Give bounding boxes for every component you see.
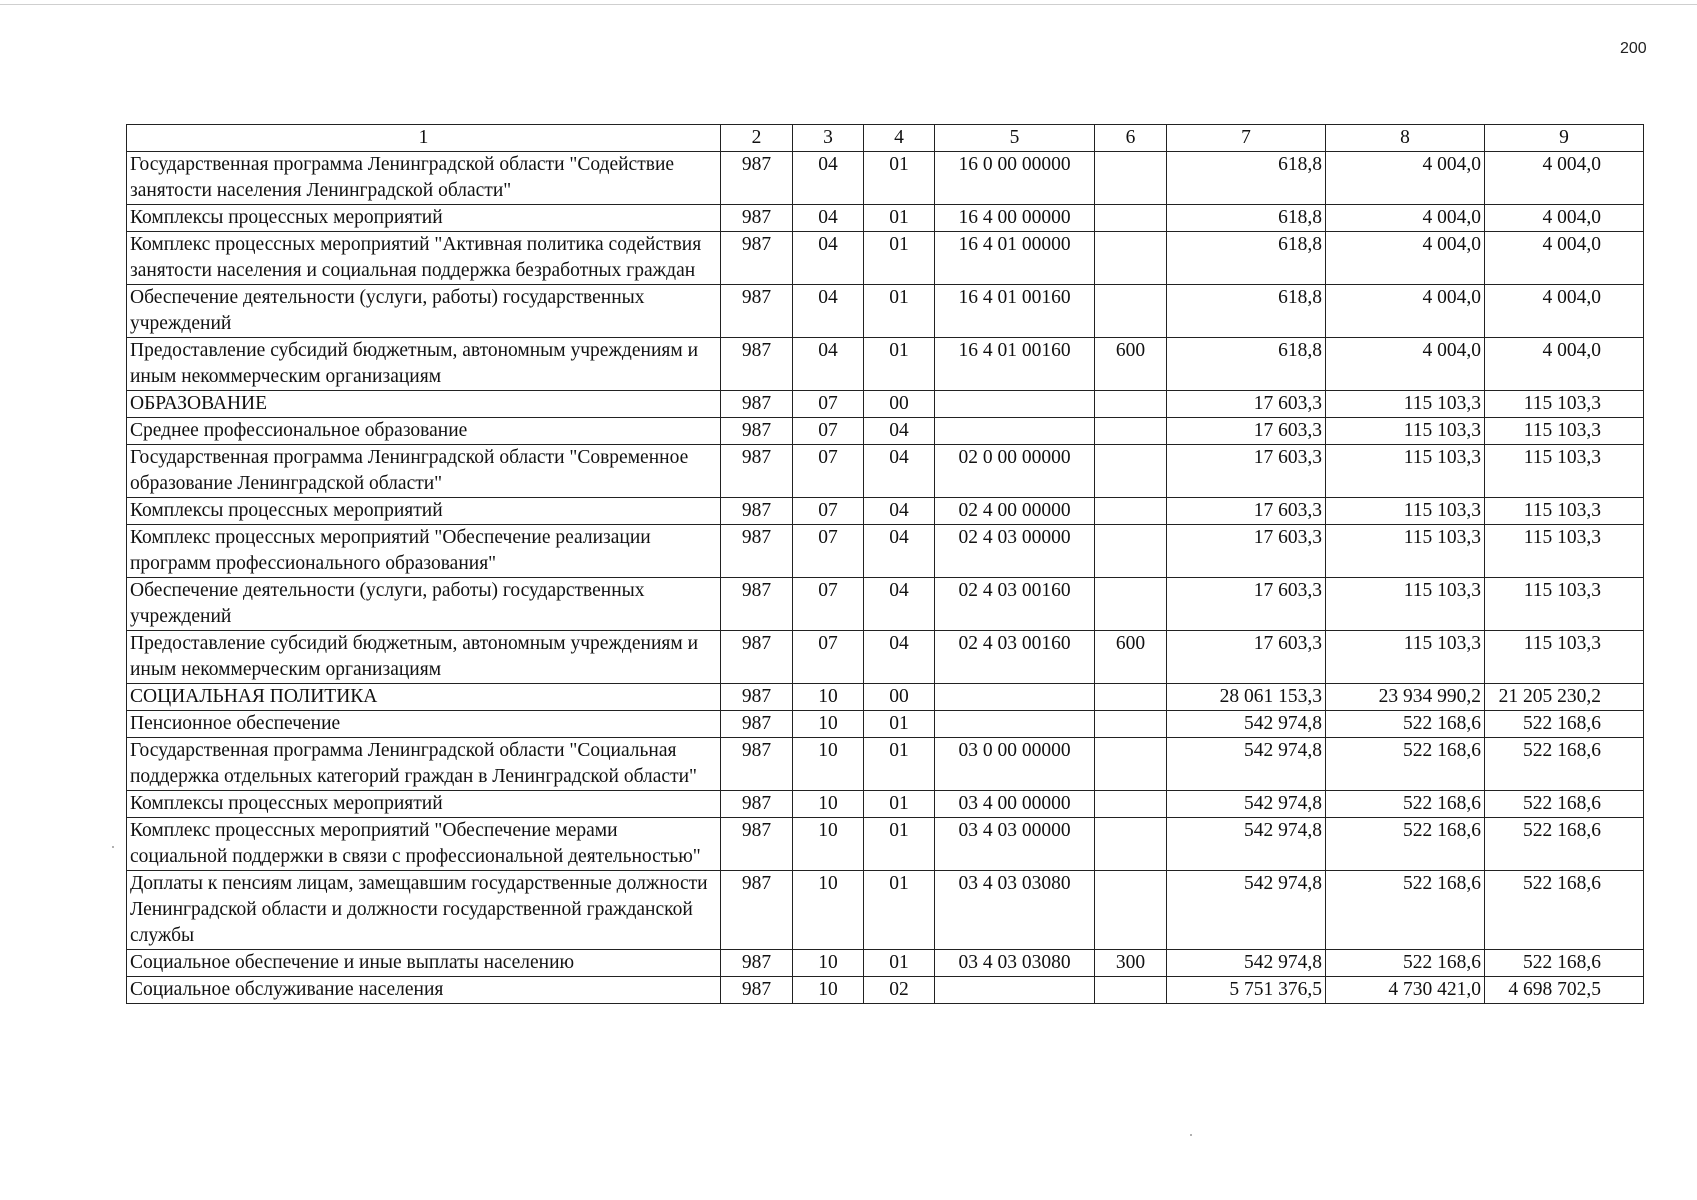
code-cell: 987 xyxy=(721,445,793,498)
row-name-cell: Среднее профессиональное образование xyxy=(127,418,721,445)
amount-cell: 115 103,3 xyxy=(1485,631,1644,684)
amount-cell: 115 103,3 xyxy=(1326,498,1485,525)
code-cell: 987 xyxy=(721,498,793,525)
expense-type-cell xyxy=(1095,498,1167,525)
amount-cell: 522 168,6 xyxy=(1326,738,1485,791)
amount-cell: 522 168,6 xyxy=(1326,711,1485,738)
table-row xyxy=(127,498,1644,525)
row-name-cell: ОБРАЗОВАНИЕ xyxy=(127,391,721,418)
amount-cell: 4 004,0 xyxy=(1485,232,1644,285)
section-cell: 04 xyxy=(793,205,864,232)
amount-cell: 542 974,8 xyxy=(1167,871,1326,950)
amount-cell: 522 168,6 xyxy=(1485,818,1644,871)
subsection-cell: 01 xyxy=(864,871,935,950)
row-name-cell: Комплекс процессных мероприятий "Обеспечение мерами социальной поддержки в связи с профессиональной деятельностью" xyxy=(127,818,721,871)
target-article-cell: 03 0 00 00000 xyxy=(935,738,1095,791)
code-cell: 987 xyxy=(721,950,793,977)
subsection-cell: 00 xyxy=(864,684,935,711)
section-cell: 10 xyxy=(793,711,864,738)
expense-type-cell xyxy=(1095,791,1167,818)
target-article-cell xyxy=(935,391,1095,418)
subsection-cell: 01 xyxy=(864,205,935,232)
expense-type-cell xyxy=(1095,445,1167,498)
row-name-cell: Комплекс процессных мероприятий "Обеспечение реализации программ профессионального образования" xyxy=(127,525,721,578)
amount-cell: 4 004,0 xyxy=(1485,285,1644,338)
expense-type-cell xyxy=(1095,977,1167,1004)
subsection-cell: 01 xyxy=(864,711,935,738)
amount-cell: 17 603,3 xyxy=(1167,445,1326,498)
amount-cell: 4 004,0 xyxy=(1326,205,1485,232)
amount-cell: 4 004,0 xyxy=(1326,285,1485,338)
amount-cell: 115 103,3 xyxy=(1326,525,1485,578)
section-cell: 10 xyxy=(793,977,864,1004)
expense-type-cell xyxy=(1095,871,1167,950)
amount-cell: 115 103,3 xyxy=(1485,445,1644,498)
row-name-cell: Предоставление субсидий бюджетным, автономным учреждениям и иным некоммерческим организациям xyxy=(127,631,721,684)
column-header: 3 xyxy=(793,125,864,152)
row-name-cell: Доплаты к пенсиям лицам, замещавшим государственные должности Ленинградской области и должности государственной гражданской службы xyxy=(127,871,721,950)
amount-cell: 115 103,3 xyxy=(1485,578,1644,631)
target-article-cell: 02 4 03 00000 xyxy=(935,525,1095,578)
amount-cell: 522 168,6 xyxy=(1326,871,1485,950)
table-row xyxy=(127,578,1644,631)
target-article-cell: 16 0 00 00000 xyxy=(935,152,1095,205)
code-cell: 987 xyxy=(721,338,793,391)
row-name-cell: Комплексы процессных мероприятий xyxy=(127,205,721,232)
row-name-cell: Государственная программа Ленинградской области "Социальная поддержка отдельных категорий граждан в Ленинградской области" xyxy=(127,738,721,791)
amount-cell: 17 603,3 xyxy=(1167,498,1326,525)
row-name-cell: Государственная программа Ленинградской области "Содействие занятости населения Ленинградской области" xyxy=(127,152,721,205)
row-name-cell: Комплексы процессных мероприятий xyxy=(127,498,721,525)
code-cell: 987 xyxy=(721,684,793,711)
code-cell: 987 xyxy=(721,232,793,285)
code-cell: 987 xyxy=(721,285,793,338)
amount-cell: 542 974,8 xyxy=(1167,950,1326,977)
table-row xyxy=(127,631,1644,684)
row-name-cell: Социальное обслуживание населения xyxy=(127,977,721,1004)
subsection-cell: 04 xyxy=(864,418,935,445)
column-header: 2 xyxy=(721,125,793,152)
amount-cell: 522 168,6 xyxy=(1485,791,1644,818)
section-cell: 10 xyxy=(793,950,864,977)
table-row xyxy=(127,338,1644,391)
target-article-cell: 03 4 00 00000 xyxy=(935,791,1095,818)
expense-type-cell: 300 xyxy=(1095,950,1167,977)
expense-type-cell xyxy=(1095,738,1167,791)
amount-cell: 522 168,6 xyxy=(1326,818,1485,871)
amount-cell: 522 168,6 xyxy=(1485,871,1644,950)
section-cell: 10 xyxy=(793,684,864,711)
amount-cell: 115 103,3 xyxy=(1326,578,1485,631)
amount-cell: 618,8 xyxy=(1167,232,1326,285)
amount-cell: 4 730 421,0 xyxy=(1326,977,1485,1004)
amount-cell: 28 061 153,3 xyxy=(1167,684,1326,711)
table-row xyxy=(127,391,1644,418)
target-article-cell: 03 4 03 00000 xyxy=(935,818,1095,871)
section-cell: 07 xyxy=(793,418,864,445)
section-cell: 07 xyxy=(793,631,864,684)
amount-cell: 115 103,3 xyxy=(1326,391,1485,418)
code-cell: 987 xyxy=(721,152,793,205)
amount-cell: 618,8 xyxy=(1167,205,1326,232)
target-article-cell: 16 4 00 00000 xyxy=(935,205,1095,232)
amount-cell: 4 004,0 xyxy=(1326,338,1485,391)
section-cell: 07 xyxy=(793,498,864,525)
subsection-cell: 02 xyxy=(864,977,935,1004)
scan-edge-line xyxy=(0,4,1697,5)
amount-cell: 5 751 376,5 xyxy=(1167,977,1326,1004)
section-cell: 07 xyxy=(793,391,864,418)
column-header: 6 xyxy=(1095,125,1167,152)
amount-cell: 4 004,0 xyxy=(1485,338,1644,391)
row-name-cell: Комплекс процессных мероприятий "Активная политика содействия занятости населения и социальная поддержка безработных граждан xyxy=(127,232,721,285)
scan-speck xyxy=(1190,1134,1192,1136)
column-header: 8 xyxy=(1326,125,1485,152)
section-cell: 10 xyxy=(793,871,864,950)
expense-type-cell xyxy=(1095,152,1167,205)
table-body xyxy=(127,152,1644,1004)
row-name-cell: СОЦИАЛЬНАЯ ПОЛИТИКА xyxy=(127,684,721,711)
amount-cell: 115 103,3 xyxy=(1485,418,1644,445)
target-article-cell xyxy=(935,977,1095,1004)
amount-cell: 4 004,0 xyxy=(1485,205,1644,232)
column-header: 4 xyxy=(864,125,935,152)
table-row xyxy=(127,205,1644,232)
section-cell: 04 xyxy=(793,232,864,285)
subsection-cell: 00 xyxy=(864,391,935,418)
amount-cell: 542 974,8 xyxy=(1167,818,1326,871)
target-article-cell xyxy=(935,711,1095,738)
target-article-cell: 03 4 03 03080 xyxy=(935,871,1095,950)
section-cell: 07 xyxy=(793,525,864,578)
subsection-cell: 04 xyxy=(864,445,935,498)
section-cell: 07 xyxy=(793,445,864,498)
code-cell: 987 xyxy=(721,631,793,684)
expense-type-cell: 600 xyxy=(1095,338,1167,391)
code-cell: 987 xyxy=(721,711,793,738)
table-row xyxy=(127,871,1644,950)
section-cell: 10 xyxy=(793,791,864,818)
amount-cell: 4 004,0 xyxy=(1326,232,1485,285)
row-name-cell: Социальное обеспечение и иные выплаты населению xyxy=(127,950,721,977)
subsection-cell: 01 xyxy=(864,791,935,818)
table-row xyxy=(127,977,1644,1004)
amount-cell: 17 603,3 xyxy=(1167,631,1326,684)
table-row xyxy=(127,285,1644,338)
expense-type-cell xyxy=(1095,232,1167,285)
amount-cell: 115 103,3 xyxy=(1326,418,1485,445)
table-row xyxy=(127,445,1644,498)
row-name-cell: Обеспечение деятельности (услуги, работы) государственных учреждений xyxy=(127,285,721,338)
amount-cell: 21 205 230,2 xyxy=(1485,684,1644,711)
code-cell: 987 xyxy=(721,738,793,791)
amount-cell: 4 004,0 xyxy=(1485,152,1644,205)
amount-cell: 115 103,3 xyxy=(1326,445,1485,498)
code-cell: 987 xyxy=(721,791,793,818)
section-cell: 07 xyxy=(793,578,864,631)
column-header: 9 xyxy=(1485,125,1644,152)
amount-cell: 23 934 990,2 xyxy=(1326,684,1485,711)
amount-cell: 115 103,3 xyxy=(1326,631,1485,684)
amount-cell: 17 603,3 xyxy=(1167,418,1326,445)
amount-cell: 17 603,3 xyxy=(1167,578,1326,631)
code-cell: 987 xyxy=(721,418,793,445)
amount-cell: 17 603,3 xyxy=(1167,525,1326,578)
subsection-cell: 04 xyxy=(864,525,935,578)
budget-table xyxy=(126,124,1644,1004)
table-row xyxy=(127,818,1644,871)
expense-type-cell xyxy=(1095,391,1167,418)
amount-cell: 115 103,3 xyxy=(1485,525,1644,578)
column-header: 5 xyxy=(935,125,1095,152)
table-row xyxy=(127,232,1644,285)
section-cell: 10 xyxy=(793,738,864,791)
amount-cell: 542 974,8 xyxy=(1167,711,1326,738)
target-article-cell: 16 4 01 00160 xyxy=(935,338,1095,391)
row-name-cell: Пенсионное обеспечение xyxy=(127,711,721,738)
table-row xyxy=(127,684,1644,711)
amount-cell: 522 168,6 xyxy=(1326,791,1485,818)
target-article-cell: 02 4 03 00160 xyxy=(935,631,1095,684)
column-header: 7 xyxy=(1167,125,1326,152)
column-header: 1 xyxy=(127,125,721,152)
scan-speck xyxy=(112,846,114,848)
subsection-cell: 01 xyxy=(864,338,935,391)
amount-cell: 618,8 xyxy=(1167,338,1326,391)
code-cell: 987 xyxy=(721,525,793,578)
amount-cell: 115 103,3 xyxy=(1485,391,1644,418)
section-cell: 04 xyxy=(793,152,864,205)
table-row xyxy=(127,791,1644,818)
target-article-cell xyxy=(935,684,1095,711)
amount-cell: 115 103,3 xyxy=(1485,498,1644,525)
amount-cell: 618,8 xyxy=(1167,152,1326,205)
target-article-cell: 03 4 03 03080 xyxy=(935,950,1095,977)
section-cell: 10 xyxy=(793,818,864,871)
amount-cell: 522 168,6 xyxy=(1485,950,1644,977)
table-row xyxy=(127,711,1644,738)
subsection-cell: 04 xyxy=(864,631,935,684)
subsection-cell: 01 xyxy=(864,232,935,285)
page-number: 200 xyxy=(1620,40,1647,57)
code-cell: 987 xyxy=(721,391,793,418)
expense-type-cell xyxy=(1095,711,1167,738)
expense-type-cell xyxy=(1095,684,1167,711)
target-article-cell: 02 0 00 00000 xyxy=(935,445,1095,498)
code-cell: 987 xyxy=(721,871,793,950)
row-name-cell: Государственная программа Ленинградской области "Современное образование Ленинградской области" xyxy=(127,445,721,498)
subsection-cell: 01 xyxy=(864,152,935,205)
row-name-cell: Обеспечение деятельности (услуги, работы) государственных учреждений xyxy=(127,578,721,631)
subsection-cell: 01 xyxy=(864,950,935,977)
table-row xyxy=(127,950,1644,977)
subsection-cell: 04 xyxy=(864,498,935,525)
expense-type-cell xyxy=(1095,418,1167,445)
row-name-cell: Предоставление субсидий бюджетным, автономным учреждениям и иным некоммерческим организациям xyxy=(127,338,721,391)
table-row xyxy=(127,152,1644,205)
expense-type-cell xyxy=(1095,525,1167,578)
amount-cell: 542 974,8 xyxy=(1167,791,1326,818)
amount-cell: 4 004,0 xyxy=(1326,152,1485,205)
code-cell: 987 xyxy=(721,578,793,631)
amount-cell: 618,8 xyxy=(1167,285,1326,338)
amount-cell: 4 698 702,5 xyxy=(1485,977,1644,1004)
target-article-cell: 16 4 01 00000 xyxy=(935,232,1095,285)
subsection-cell: 04 xyxy=(864,578,935,631)
amount-cell: 522 168,6 xyxy=(1326,950,1485,977)
table-header-row xyxy=(127,125,1644,152)
expense-type-cell xyxy=(1095,818,1167,871)
subsection-cell: 01 xyxy=(864,818,935,871)
amount-cell: 17 603,3 xyxy=(1167,391,1326,418)
section-cell: 04 xyxy=(793,285,864,338)
expense-type-cell xyxy=(1095,205,1167,232)
subsection-cell: 01 xyxy=(864,738,935,791)
target-article-cell: 16 4 01 00160 xyxy=(935,285,1095,338)
code-cell: 987 xyxy=(721,818,793,871)
table-row xyxy=(127,418,1644,445)
table-row xyxy=(127,525,1644,578)
target-article-cell xyxy=(935,418,1095,445)
table-row xyxy=(127,738,1644,791)
code-cell: 987 xyxy=(721,977,793,1004)
row-name-cell: Комплексы процессных мероприятий xyxy=(127,791,721,818)
code-cell: 987 xyxy=(721,205,793,232)
amount-cell: 522 168,6 xyxy=(1485,711,1644,738)
amount-cell: 522 168,6 xyxy=(1485,738,1644,791)
section-cell: 04 xyxy=(793,338,864,391)
target-article-cell: 02 4 03 00160 xyxy=(935,578,1095,631)
amount-cell: 542 974,8 xyxy=(1167,738,1326,791)
expense-type-cell xyxy=(1095,285,1167,338)
subsection-cell: 01 xyxy=(864,285,935,338)
expense-type-cell: 600 xyxy=(1095,631,1167,684)
expense-type-cell xyxy=(1095,578,1167,631)
target-article-cell: 02 4 00 00000 xyxy=(935,498,1095,525)
